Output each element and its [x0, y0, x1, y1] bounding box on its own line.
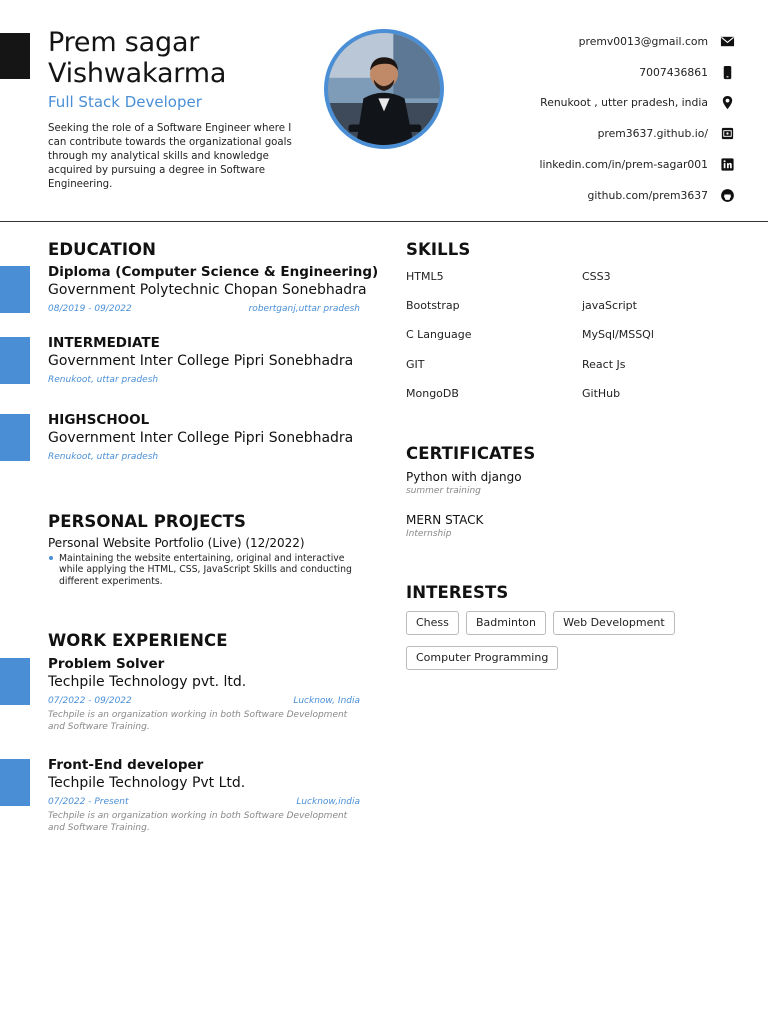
interest-tag: Badminton	[466, 611, 546, 635]
skill-item: MySql/MSSQl	[582, 328, 654, 342]
profile-photo-illustration	[328, 33, 440, 145]
work-dates-2: 07/2022 - Present	[48, 797, 129, 807]
education-marker-3	[0, 414, 30, 461]
skill-item: Bootstrap	[406, 299, 460, 313]
skill-item: javaScript	[582, 299, 637, 313]
education-dates-1: 08/2019 - 09/2022	[48, 304, 132, 314]
education-marker-2	[0, 337, 30, 384]
education-institution-2: Government Inter College Pipri Sonebhadra	[48, 353, 354, 369]
skill-item: HTML5	[406, 270, 444, 283]
education-title-1: Diploma (Computer Science & Engineering)	[48, 264, 379, 280]
contact-location: Renukoot , utter pradesh, india	[456, 88, 736, 119]
certificate-subtitle-2: Internship	[406, 529, 452, 539]
work-description-2: Techpile is an organization working in both Software Development and Software Training.	[48, 811, 348, 833]
contact-website[interactable]: prem3637.github.io/	[456, 118, 736, 149]
interests-tags	[406, 611, 736, 681]
header-accent-bar	[0, 33, 30, 79]
work-company-1: Techpile Technology pvt. ltd.	[48, 674, 247, 690]
header-divider	[0, 221, 768, 222]
contact-list	[456, 26, 736, 211]
certificate-subtitle-1: summer training	[406, 486, 481, 496]
work-title-1: Problem Solver	[48, 656, 165, 672]
projects-heading: PERSONAL PROJECTS	[48, 512, 246, 531]
contact-email[interactable]: premv0013@gmail.com	[456, 26, 736, 57]
education-title-2: INTERMEDIATE	[48, 335, 160, 351]
education-title-3: HIGHSCHOOL	[48, 412, 150, 428]
contact-github[interactable]: github.com/prem3637	[456, 180, 736, 211]
candidate-name: Prem sagar Vishwakarma	[48, 27, 227, 89]
skill-item: MongoDB	[406, 386, 459, 400]
work-meta-1	[48, 696, 360, 706]
education-location-2: Renukoot, uttar pradesh	[48, 375, 159, 385]
education-institution-1: Government Polytechnic Chopan Sonebhadra	[48, 282, 367, 298]
skills-grid	[406, 268, 746, 414]
certificate-title-1: Python with django	[406, 470, 522, 484]
location-pin-icon	[718, 95, 736, 111]
job-title: Full Stack Developer	[48, 93, 202, 111]
skills-heading: SKILLS	[406, 240, 471, 259]
skill-item: CSS3	[582, 270, 611, 283]
phone-icon	[718, 64, 736, 80]
interests-heading: INTERESTS	[406, 583, 509, 602]
work-marker-2	[0, 759, 30, 806]
contact-phone[interactable]: 7007436861	[456, 57, 736, 88]
work-location-1: Lucknow, India	[293, 696, 360, 706]
work-location-2: Lucknow,india	[296, 797, 360, 807]
work-dates-1: 07/2022 - 09/2022	[48, 696, 132, 706]
work-meta-2	[48, 797, 360, 807]
skill-item: C Language	[406, 328, 472, 342]
project-title: Personal Website Portfolio (Live) (12/2022)	[48, 536, 305, 550]
skill-item: GitHub	[582, 386, 621, 400]
skill-item: React Js	[582, 357, 626, 371]
github-icon	[718, 187, 736, 203]
interest-tag: Web Development	[553, 611, 675, 635]
skill-item: GIT	[406, 357, 425, 371]
interest-tag: Chess	[406, 611, 459, 635]
contact-linkedin[interactable]: linkedin.com/in/prem-sagar001	[456, 149, 736, 180]
work-title-2: Front-End developer	[48, 757, 204, 773]
work-heading: WORK EXPERIENCE	[48, 631, 228, 650]
work-company-2: Techpile Technology Pvt Ltd.	[48, 775, 246, 791]
website-icon	[718, 126, 736, 142]
envelope-icon	[718, 33, 736, 49]
certificate-title-2: MERN STACK	[406, 513, 484, 527]
education-institution-3: Government Inter College Pipri Sonebhadra	[48, 430, 354, 446]
certificates-heading: CERTIFICATES	[406, 444, 536, 463]
education-location-3: Renukoot, uttar pradesh	[48, 452, 159, 462]
interest-tag: Computer Programming	[406, 646, 558, 670]
work-description-1: Techpile is an organization working in both Software Development and Software Training.	[48, 710, 348, 732]
linkedin-icon	[718, 157, 736, 173]
profile-photo	[324, 29, 444, 149]
summary-text: Seeking the role of a Software Engineer where I can contribute towards the organizational goals through my analytical skills and knowledge acquired by pursuing a degree in Software Engineering.	[48, 123, 292, 190]
education-location-1: robertganj,uttar pradesh	[248, 304, 360, 314]
education-heading: EDUCATION	[48, 240, 157, 259]
work-marker-1	[0, 658, 30, 705]
education-meta-1	[48, 304, 360, 314]
project-bullet: Maintaining the website entertaining, original and interactive while applying the HTML, CSS, JavaScript Skills and conducting different experiments.	[48, 553, 353, 587]
education-marker-1	[0, 266, 30, 313]
